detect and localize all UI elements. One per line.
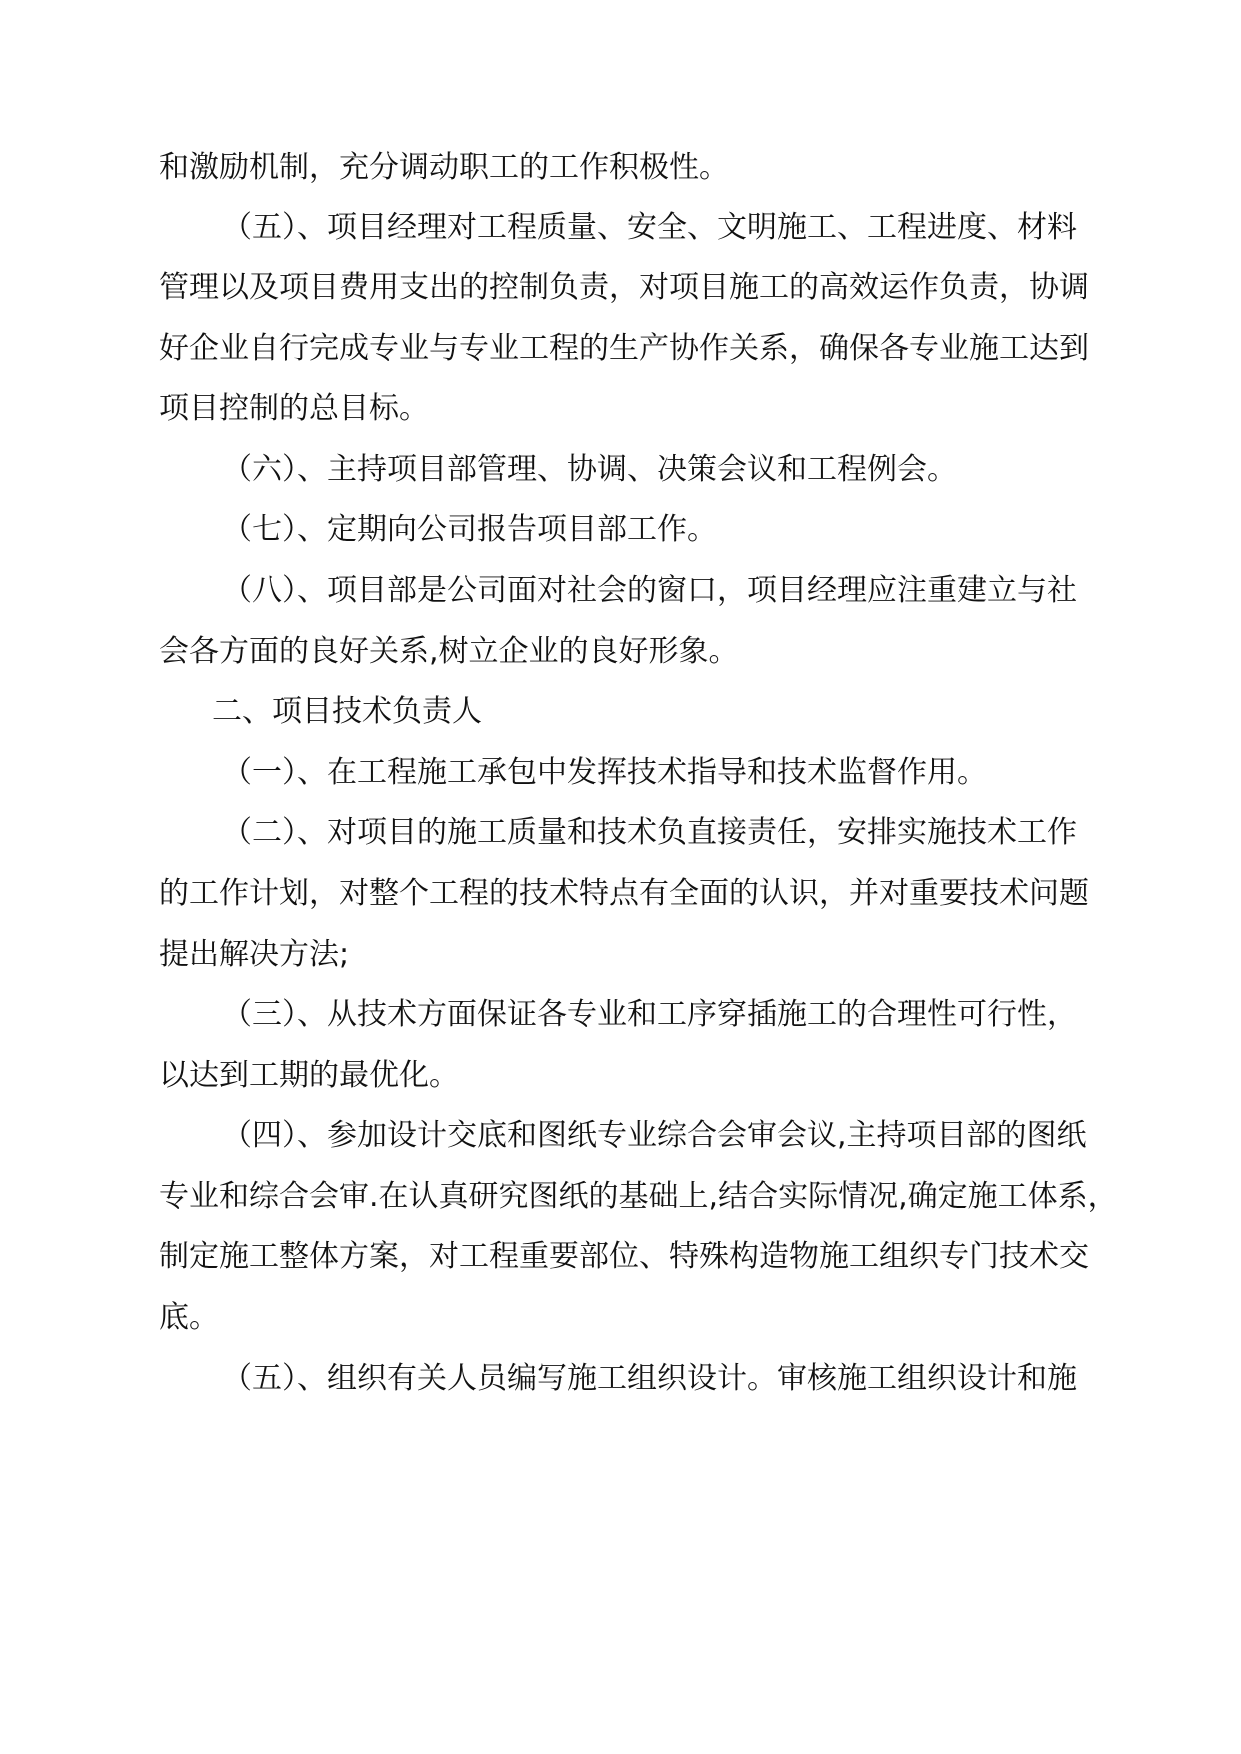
text-line: 提出解决方法; — [159, 937, 350, 972]
text-line: 项目控制的总目标。 — [159, 391, 429, 426]
text-line: （六）、主持项目部管理、协调、决策会议和工程例会。 — [222, 452, 957, 487]
text-line: 和激励机制，充分调动职工的工作积极性。 — [159, 150, 729, 185]
text-line: （二）、对项目的施工质量和技术负直接责任，安排实施技术工作 — [222, 815, 1077, 850]
text-line: （七）、定期向公司报告项目部工作。 — [222, 512, 717, 547]
text-line: 的工作计划，对整个工程的技术特点有全面的认识，并对重要技术问题 — [159, 876, 1089, 911]
text-line: （四）、参加设计交底和图纸专业综合会审会议,主持项目部的图纸 — [222, 1118, 1087, 1153]
text-line: 以达到工期的最优化。 — [159, 1058, 459, 1093]
text-line: 好企业自行完成专业与专业工程的生产协作关系，确保各专业施工达到 — [159, 331, 1089, 366]
text-line: 管理以及项目费用支出的控制负责，对项目施工的高效运作负责，协调 — [159, 270, 1089, 305]
text-line: 会各方面的良好关系,树立企业的良好形象。 — [159, 634, 739, 669]
text-line: （一）、在工程施工承包中发挥技术指导和技术监督作用。 — [222, 755, 987, 790]
text-line: （三）、从技术方面保证各专业和工序穿插施工的合理性可行性， — [222, 997, 1077, 1032]
text-line: （五）、组织有关人员编写施工组织设计。审核施工组织设计和施 — [222, 1361, 1077, 1396]
text-line: 专业和综合会审.在认真研究图纸的基础上,结合实际情况,确定施工体系， — [159, 1179, 1118, 1214]
text-line: 制定施工整体方案，对工程重要部位、特殊构造物施工组织专门技术交 — [159, 1239, 1089, 1274]
text-line: 底。 — [159, 1300, 219, 1335]
text-line: （五）、项目经理对工程质量、安全、文明施工、工程进度、材料 — [222, 210, 1077, 245]
text-line: （八）、项目部是公司面对社会的窗口，项目经理应注重建立与社 — [222, 573, 1077, 608]
section-heading: 二、项目技术负责人 — [212, 694, 482, 729]
